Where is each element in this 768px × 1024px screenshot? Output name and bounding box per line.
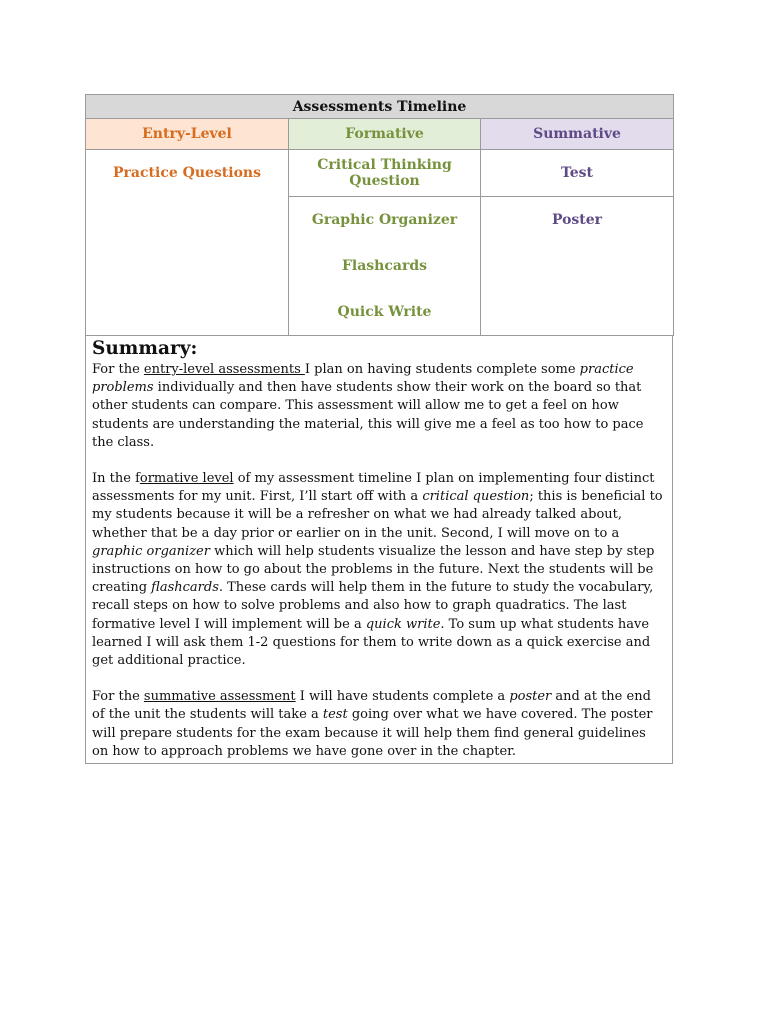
text-run: . To sum up what students have learned I will ask them 1-2 questions for them to write down as a quick exercise and get additional practice. xyxy=(92,616,651,669)
text-run: ; this is beneficial to my students because it will be a refresher on what we had already talked about, whether that be a day prior or earlier on in the unit. Second, I will move on to a xyxy=(92,489,663,541)
text-run: of my assessment timeline I plan on implementing four distinct assessments for my unit. First, I’ll start off with a xyxy=(92,471,655,505)
graphic-organizer-term: graphic organizer xyxy=(92,543,210,559)
text-run: and at the end of the unit the students will take a xyxy=(92,689,651,723)
summative-empty-cell xyxy=(481,243,674,289)
entry-level-header: Entry-Level xyxy=(86,119,289,150)
poster-term: poster xyxy=(509,689,552,705)
formative-item-flashcards: Flashcards xyxy=(289,243,481,289)
summative-empty-cell xyxy=(481,289,674,336)
entry-level-assessments-term: entry-level assessments xyxy=(143,362,305,377)
text-run: For the xyxy=(92,689,144,705)
entry-empty-cell xyxy=(86,289,289,336)
text-run: For the xyxy=(92,362,144,377)
flashcards-term: flashcards xyxy=(151,580,219,596)
summary-paragraph-formative xyxy=(92,470,666,670)
text-run: I plan on having students complete some xyxy=(304,362,580,377)
summative-item-test: Test xyxy=(481,150,674,197)
summary-paragraph-summative xyxy=(92,688,666,761)
document-page xyxy=(85,94,673,764)
summary-paragraph-entry xyxy=(92,361,666,452)
summary-heading: Summary: xyxy=(92,338,198,359)
entry-item-practice-questions: Practice Questions xyxy=(86,150,289,197)
summative-item-poster: Poster xyxy=(481,197,674,244)
text-run: In the f xyxy=(92,471,140,487)
text-run: going over what we have covered. The poster will prepare students for the exam because it will help them find general guidelines on how to approach problems we have gone over in the chapter. xyxy=(92,707,653,759)
formative-item-graphic-organizer: Graphic Organizer xyxy=(289,197,481,244)
text-run: . These cards will help them in the future to study the vocabulary, recall steps on how to solve problems and also how to graph quadratics. The last formative level I will implement will be a xyxy=(92,580,654,632)
entry-empty-cell xyxy=(86,197,289,244)
formative-item-critical-thinking: Critical Thinking Question xyxy=(289,150,481,197)
entry-empty-cell xyxy=(86,243,289,289)
summative-assessment-term: summative assessment xyxy=(143,689,296,705)
text-run: individually and then have students show their work on the board so that other students can compare. This assessment will allow me to get a feel on how students are understanding the material, this will give me a feel as too how to pace the class. xyxy=(92,380,644,450)
text-run: which will help students visualize the lesson and have step by step instructions on how to go about the problems in the future. Next the students will be creating xyxy=(92,543,655,596)
practice-problems-term: practice problems xyxy=(92,362,634,396)
test-term: test xyxy=(322,707,348,723)
formative-header: Formative xyxy=(289,119,481,150)
formative-level-term: ormative level xyxy=(139,471,234,487)
quick-write-term: quick write xyxy=(365,616,441,632)
table-title: Assessments Timeline xyxy=(86,95,674,119)
text-run: I will have students complete a xyxy=(295,689,510,705)
critical-question-term: critical question xyxy=(422,489,530,505)
summative-header: Summative xyxy=(481,119,674,150)
summary-section xyxy=(85,336,673,764)
formative-item-quick-write: Quick Write xyxy=(289,289,481,336)
assessments-timeline-table xyxy=(85,94,674,336)
